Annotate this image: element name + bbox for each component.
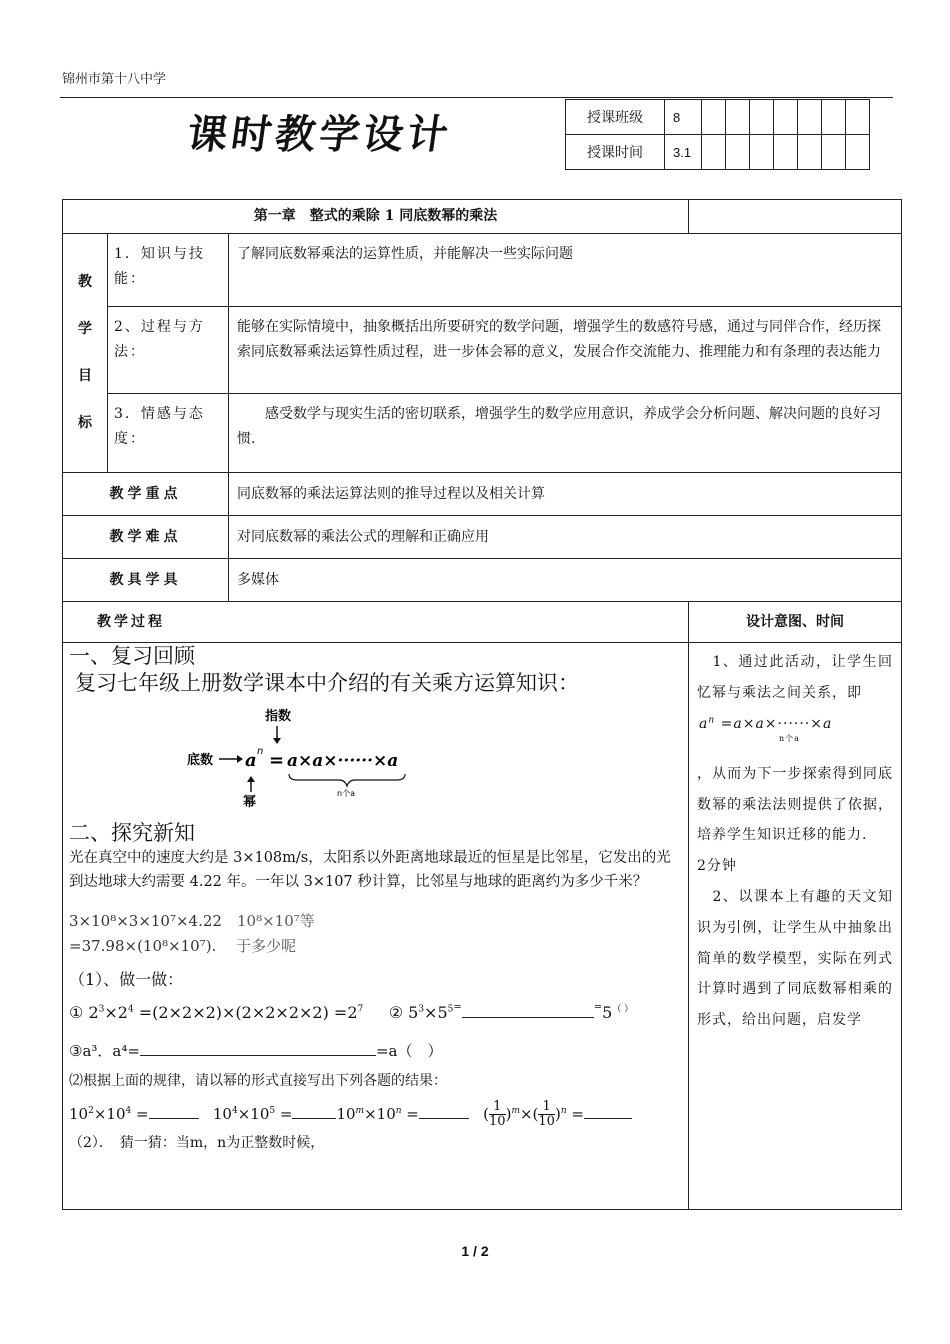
do-it-label: （1）、做一做： (69, 969, 184, 989)
objective-label-emotion: 3．情感与态度： (108, 394, 229, 473)
time-value: 3.1 (665, 135, 702, 170)
exercise-row: $10^2\times 10^4$ = $10^4\times 10^5 = 10^m\times 10^n$ = ( $\frac{1}{10}$ )$^m$×( $\frac{1}{10}$ )$^n$ = (69, 1100, 688, 1130)
svg-text:a×a×······×a: a×a×······×a (287, 750, 399, 771)
design-time: 2分钟 (697, 858, 737, 875)
design-content (689, 643, 902, 1210)
difficulty-label: 教学难点 (63, 516, 229, 559)
objectives-label: 教 学 目 标 (63, 234, 108, 473)
key-point-text: 同底数幂的乘法运算法则的推导过程以及相关计算 (229, 473, 902, 516)
exercise-1-2: ① $2^3\times 2^4 =(2\times 2\times 2)\times(2\times 2\times 2\times 2) =2^7$ ② $5^3\times 5^{5=}$ =5（ ） (69, 1001, 634, 1022)
exponent-label: 指数 (265, 708, 292, 724)
svg-text:=: = (269, 749, 285, 771)
chapter-title: 第一章 整式的乘除 1 同底数幂的乘法 (63, 200, 689, 234)
explore-title: 二、探究新知 (69, 820, 195, 845)
difficulty-text: 对同底数幂的乘法公式的理解和正确应用 (229, 516, 902, 559)
objective-text-process: 能够在实际情境中，抽象概括出所要研究的数学问题，增强学生的数感符号感，通过与同伴合作，经历探索同底数幂乘法运算性质过程，进一步体会幂的意义，发展合作交流能力、推理能力和有条理的表达能力 (229, 307, 902, 394)
page-number: 1 / 2 (461, 1243, 489, 1259)
class-value: 8 (665, 100, 702, 135)
svg-text:n: n (257, 745, 264, 757)
guess-text: （2）． 猜一猜：当m，n为正整数时候， (69, 1135, 325, 1152)
tools-text: 多媒体 (229, 559, 902, 602)
review-text: 复习七年级上册数学课本中介绍的有关乘方运算知识： (75, 671, 579, 696)
power-label: 幂 (243, 794, 257, 808)
objective-label-process: 2、过程与方法： (108, 307, 229, 394)
problem-text: 光在真空中的速度大约是 3×108m/s，太阳系以外距离地球最近的恒星是比邻星，它发出的光到达地球大约需要 4.22 年。一年以 3×107 秒计算，比邻星与地球的距离约为多少千米？ (69, 850, 671, 890)
lesson-plan-table (62, 199, 902, 1210)
process-content (63, 643, 689, 1210)
rule-question: ⑵根据上面的规律，请以幂的形式直接写出下列各题的结果： (69, 1072, 447, 1089)
base-label: 底数 (187, 752, 214, 768)
design-paragraph-2: 2、以课本上有趣的天文知识为引例，让学生从中抽象出简单的数学模型，实际在列式计算时遇到了同底数幂相乘的形式，给出问题，启发学 (697, 888, 893, 1029)
tools-label: 教具学具 (63, 559, 229, 602)
objective-text-emotion: 感受数学与现实生活的密切联系，增强学生的数学应用意识，养成学会分析问题、解决问题的良好习惯. (229, 394, 902, 473)
class-label: 授课班级 (566, 100, 665, 135)
process-header: 教学过程 (63, 602, 689, 643)
calculation: 3×10⁸×3×10⁷×4.22 10⁸×10⁷等 =37.98×(10⁸×10⁷). 于多少呢 (69, 911, 315, 956)
svg-text:a: a (245, 749, 257, 771)
header-rule (60, 97, 893, 98)
power-diagram (187, 704, 427, 808)
n-factors-label: n个a (337, 788, 355, 798)
time-label: 授课时间 (566, 135, 665, 170)
exercise-3: ③a³．a⁴= =a（ ） (69, 1041, 443, 1060)
design-formula: $a^n =a\times a\times\cdot\cdot\cdot\cdot\cdot\cdot\times a$ n个a (699, 715, 833, 743)
school-name: 锦州市第十八中学 (62, 72, 167, 87)
page-title: 课时教学设计 (184, 111, 455, 158)
design-paragraph-1b: ，从而为下一步探索得到同底数幂的乘法法则提供了依据，培养学生知识迁移的能力. (697, 765, 893, 844)
objective-text-knowledge: 了解同底数幂乘法的运算性质，并能解决一些实际问题 (229, 234, 902, 307)
class-info-table (565, 99, 870, 170)
review-title: 一、复习回顾 (69, 644, 195, 669)
design-header: 设计意图、时间 (689, 602, 902, 643)
design-paragraph-1: 1、通过此活动，让学生回忆幂与乘法之间关系，即 (697, 654, 893, 701)
objective-label-knowledge: 1．知识与技能： (108, 234, 229, 307)
key-point-label: 教学重点 (63, 473, 229, 516)
